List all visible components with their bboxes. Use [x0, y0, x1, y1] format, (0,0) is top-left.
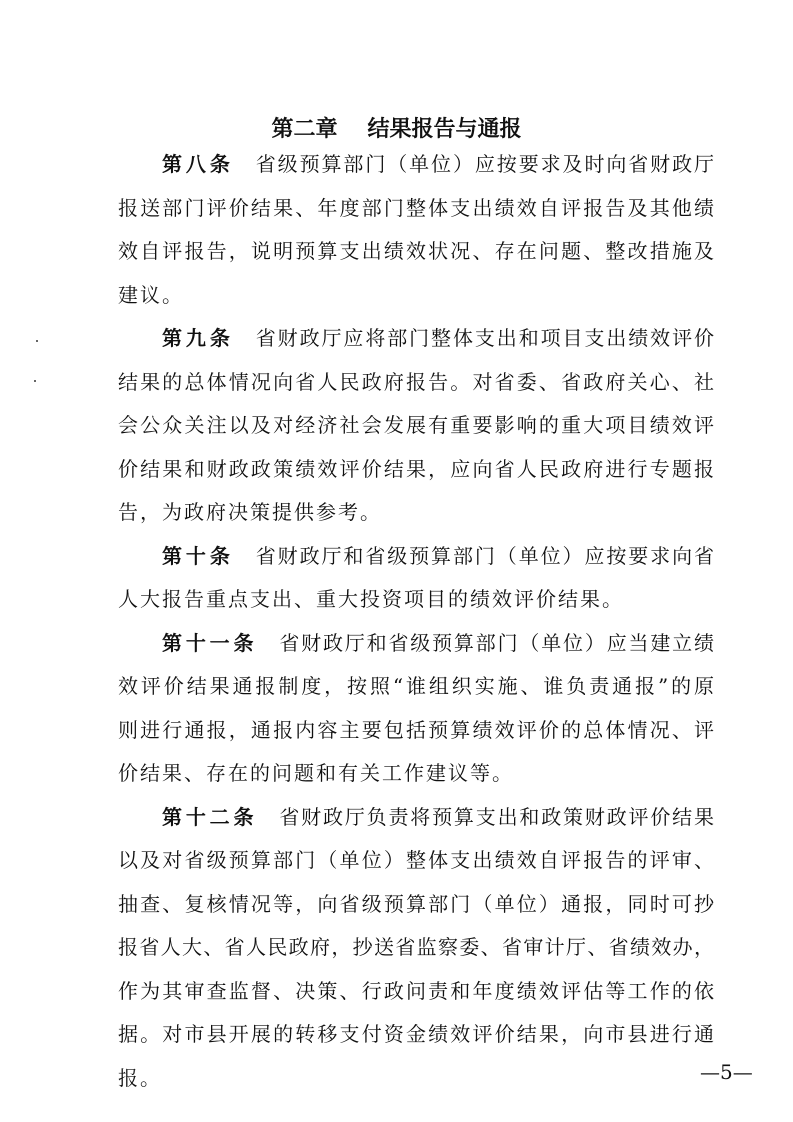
article-line: [118, 361, 714, 405]
article-line: [118, 926, 714, 970]
article-text: 人大报告重点支出、重大投资项目的绩效评价结果。: [118, 587, 624, 611]
article-line: [118, 970, 714, 1014]
article-text: 以及对省级预算部门（单位）整体支出绩效自评报告的评审、: [118, 848, 714, 872]
article-text: 报。: [118, 1065, 162, 1090]
article-line: [118, 665, 714, 709]
article-label: 第十条: [162, 543, 234, 568]
article-text: 价结果、存在的问题和有关工作建议等。: [118, 761, 514, 785]
article-label: 第九条: [162, 326, 234, 350]
article-line: [118, 230, 714, 274]
chapter-number: 第二章: [271, 117, 338, 142]
article-line: [118, 187, 714, 231]
article-line: [118, 491, 714, 535]
article-line: [118, 448, 714, 492]
article-text: 报省人大、省人民政府，抄送省监察委、省审计厅、省绩效办，: [118, 935, 714, 959]
article-text: 告，为政府决策提供参考。: [118, 500, 382, 524]
scan-speck: [34, 380, 36, 382]
chapter-title: 结果报告与通报: [367, 117, 522, 142]
article-text: 效自评报告，说明预算支出绩效状况、存在问题、整改措施及: [118, 239, 714, 263]
document-body: [118, 143, 714, 1100]
page-number: —5—: [700, 1060, 753, 1084]
article-text: 结果的总体情况向省人民政府报告。对省委、省政府关心、社: [118, 369, 714, 394]
article-line: [118, 839, 714, 883]
article-line: [118, 883, 714, 927]
article-line: [118, 404, 714, 448]
article-label: 第十二条: [162, 804, 258, 829]
article-text: 省财政厅负责将预算支出和政策财政评价结果: [279, 804, 715, 829]
article-text: 则进行通报，通报内容主要包括预算绩效评价的总体情况、评: [118, 717, 714, 742]
article-line: [118, 274, 714, 318]
scan-speck: [36, 340, 38, 342]
article-text: 据。对市县开展的转移支付资金绩效评价结果，向市县进行通: [118, 1022, 714, 1046]
article-text: 会公众关注以及对经济社会发展有重要影响的重大项目绩效评: [118, 413, 714, 437]
article-text: 效评价结果通报制度，按照“谁组织实施、谁负责通报”的原: [118, 674, 714, 698]
article-text: 抽查、复核情况等，向省级预算部门（单位）通报，同时可抄: [118, 891, 714, 916]
article-text: 报送部门评价结果、年度部门整体支出绩效自评报告及其他绩: [118, 195, 714, 220]
article-first-line: [118, 143, 714, 187]
article-line: [118, 752, 714, 796]
article-line: [118, 1013, 714, 1057]
article-text: 作为其审查监督、决策、行政问责和年度绩效评估等工作的依: [118, 978, 714, 1003]
article-line: [118, 1057, 714, 1101]
article-first-line: [118, 796, 714, 840]
article-text: 省财政厅和省级预算部门（单位）应当建立绩: [279, 630, 715, 655]
article-label: 第十一条: [162, 630, 258, 655]
article-line: [118, 578, 714, 622]
chapter-heading: [0, 114, 793, 146]
article-text: 价结果和财政政策绩效评价结果，应向省人民政府进行专题报: [118, 456, 714, 481]
article-first-line: [118, 622, 714, 666]
article-text: 省财政厅应将部门整体支出和项目支出绩效评价: [255, 326, 715, 350]
article-first-line: [118, 535, 714, 579]
article-text: 建议。: [118, 282, 184, 307]
article-line: [118, 709, 714, 753]
article-text: 省财政厅和省级预算部门（单位）应按要求向省: [255, 543, 715, 568]
article-first-line: [118, 317, 714, 361]
article-label: 第八条: [162, 152, 234, 176]
article-text: 省级预算部门（单位）应按要求及时向省财政厅: [255, 152, 715, 176]
